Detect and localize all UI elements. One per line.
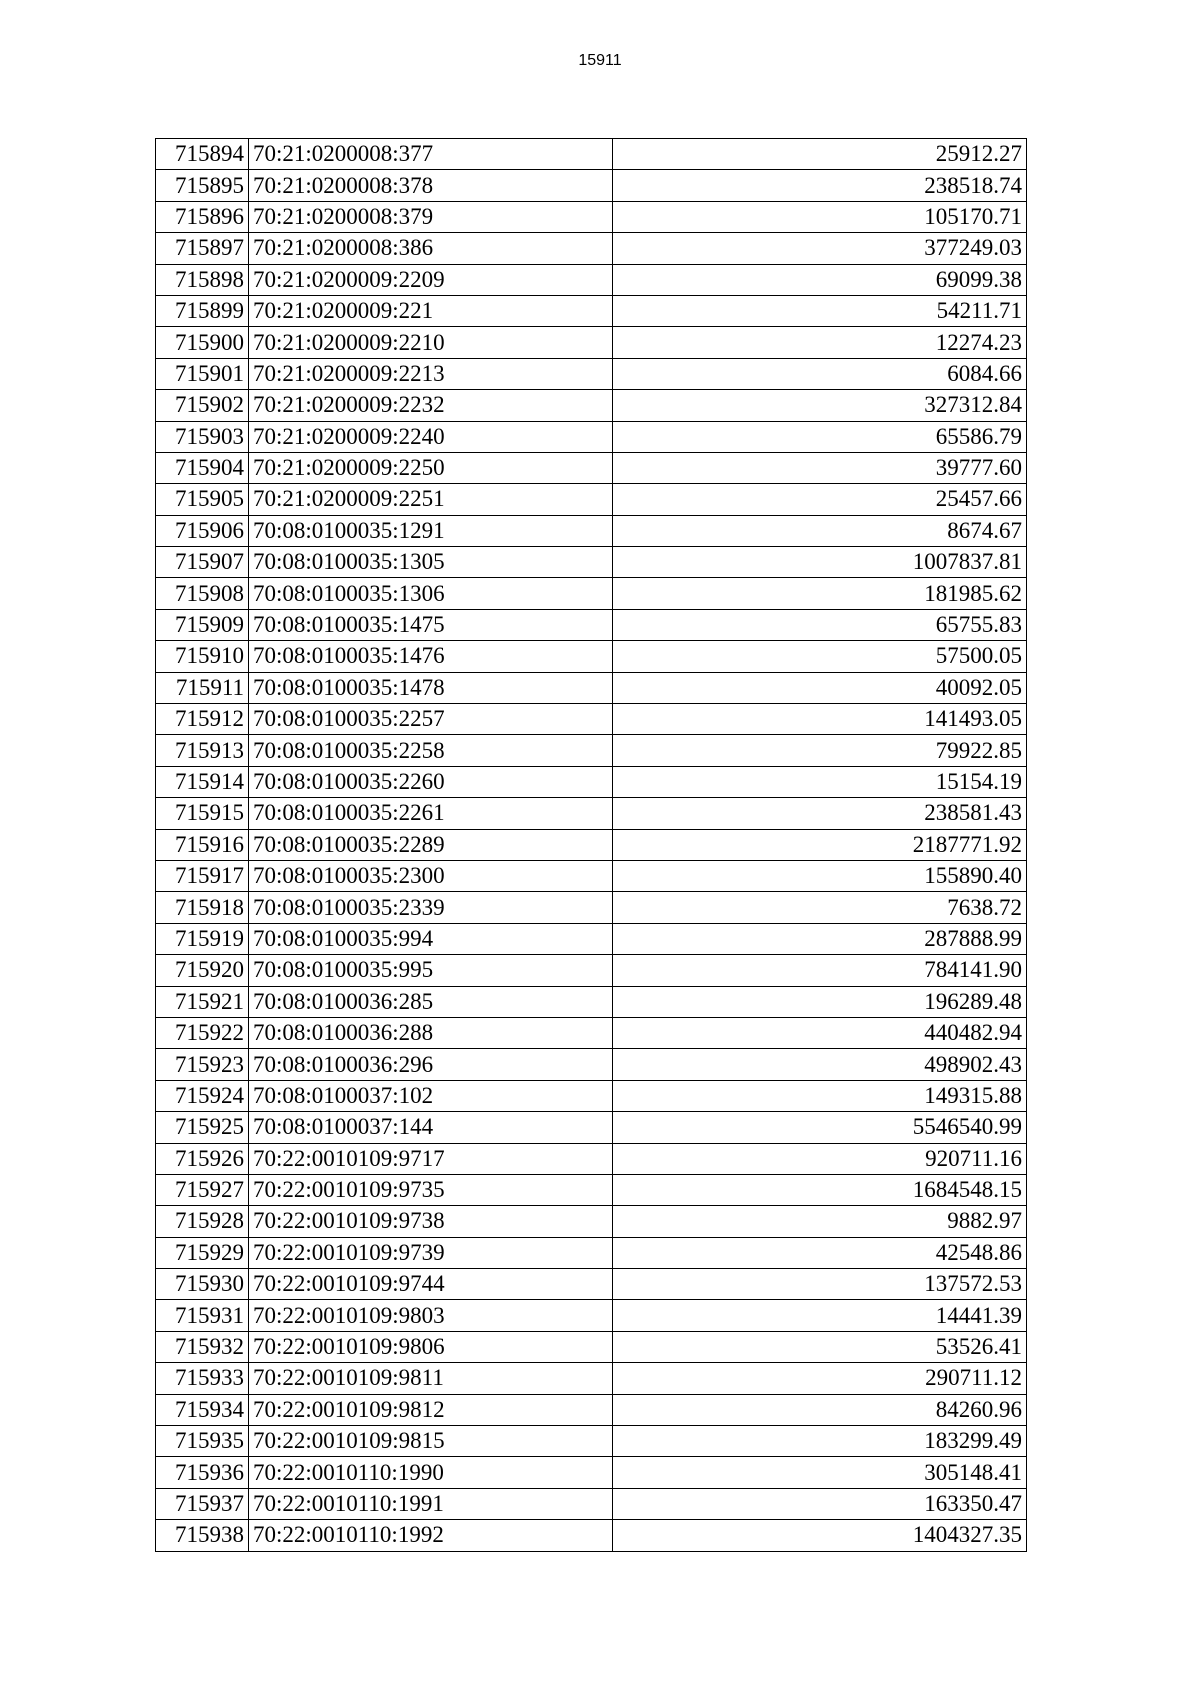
value-cell: 79922.85 bbox=[613, 735, 1027, 766]
value-cell: 84260.96 bbox=[613, 1394, 1027, 1425]
table-row bbox=[156, 1080, 1027, 1111]
cadastral-number-cell: 70:21:0200009:2240 bbox=[249, 421, 613, 452]
value-cell: 440482.94 bbox=[613, 1017, 1027, 1048]
row-number-cell: 715895 bbox=[156, 170, 249, 201]
row-number-cell: 715925 bbox=[156, 1112, 249, 1143]
value-cell: 327312.84 bbox=[613, 390, 1027, 421]
table-row bbox=[156, 641, 1027, 672]
table-row bbox=[156, 358, 1027, 389]
row-number-cell: 715938 bbox=[156, 1520, 249, 1551]
row-number-cell: 715901 bbox=[156, 358, 249, 389]
value-cell: 181985.62 bbox=[613, 578, 1027, 609]
value-cell: 6084.66 bbox=[613, 358, 1027, 389]
cadastral-number-cell: 70:21:0200009:2209 bbox=[249, 264, 613, 295]
row-number-cell: 715930 bbox=[156, 1269, 249, 1300]
row-number-cell: 715924 bbox=[156, 1080, 249, 1111]
table-row bbox=[156, 233, 1027, 264]
table-row bbox=[156, 1457, 1027, 1488]
cadastral-number-cell: 70:22:0010109:9735 bbox=[249, 1174, 613, 1205]
table-row bbox=[156, 421, 1027, 452]
value-cell: 57500.05 bbox=[613, 641, 1027, 672]
table-row bbox=[156, 955, 1027, 986]
table-row bbox=[156, 892, 1027, 923]
value-cell: 498902.43 bbox=[613, 1049, 1027, 1080]
cadastral-number-cell: 70:08:0100035:2339 bbox=[249, 892, 613, 923]
cadastral-number-cell: 70:08:0100035:2260 bbox=[249, 766, 613, 797]
cadastral-number-cell: 70:08:0100037:144 bbox=[249, 1112, 613, 1143]
value-cell: 40092.05 bbox=[613, 672, 1027, 703]
cadastral-number-cell: 70:22:0010109:9815 bbox=[249, 1426, 613, 1457]
cadastral-number-cell: 70:22:0010109:9738 bbox=[249, 1206, 613, 1237]
row-number-cell: 715933 bbox=[156, 1363, 249, 1394]
value-cell: 8674.67 bbox=[613, 515, 1027, 546]
cadastral-number-cell: 70:22:0010109:9812 bbox=[249, 1394, 613, 1425]
value-cell: 54211.71 bbox=[613, 295, 1027, 326]
row-number-cell: 715935 bbox=[156, 1426, 249, 1457]
value-cell: 15154.19 bbox=[613, 766, 1027, 797]
value-cell: 65755.83 bbox=[613, 609, 1027, 640]
value-cell: 12274.23 bbox=[613, 327, 1027, 358]
table-row bbox=[156, 390, 1027, 421]
row-number-cell: 715897 bbox=[156, 233, 249, 264]
value-cell: 784141.90 bbox=[613, 955, 1027, 986]
row-number-cell: 715913 bbox=[156, 735, 249, 766]
cadastral-number-cell: 70:21:0200009:2232 bbox=[249, 390, 613, 421]
row-number-cell: 715927 bbox=[156, 1174, 249, 1205]
table-row bbox=[156, 578, 1027, 609]
row-number-cell: 715908 bbox=[156, 578, 249, 609]
value-cell: 238581.43 bbox=[613, 798, 1027, 829]
table-row bbox=[156, 829, 1027, 860]
cadastral-number-cell: 70:22:0010110:1990 bbox=[249, 1457, 613, 1488]
table-row bbox=[156, 1363, 1027, 1394]
row-number-cell: 715904 bbox=[156, 452, 249, 483]
value-cell: 53526.41 bbox=[613, 1331, 1027, 1362]
row-number-cell: 715907 bbox=[156, 547, 249, 578]
value-cell: 137572.53 bbox=[613, 1269, 1027, 1300]
table-row bbox=[156, 1426, 1027, 1457]
value-cell: 141493.05 bbox=[613, 704, 1027, 735]
row-number-cell: 715903 bbox=[156, 421, 249, 452]
table-row bbox=[156, 1017, 1027, 1048]
table-row bbox=[156, 1049, 1027, 1080]
table-row bbox=[156, 1174, 1027, 1205]
row-number-cell: 715918 bbox=[156, 892, 249, 923]
cadastral-number-cell: 70:22:0010109:9744 bbox=[249, 1269, 613, 1300]
value-cell: 305148.41 bbox=[613, 1457, 1027, 1488]
cadastral-number-cell: 70:21:0200009:2250 bbox=[249, 452, 613, 483]
cadastral-number-cell: 70:22:0010110:1991 bbox=[249, 1488, 613, 1519]
cadastral-number-cell: 70:21:0200008:379 bbox=[249, 201, 613, 232]
cadastral-number-cell: 70:08:0100035:994 bbox=[249, 923, 613, 954]
registry-table bbox=[155, 138, 1027, 1552]
cadastral-number-cell: 70:08:0100035:2258 bbox=[249, 735, 613, 766]
table-row bbox=[156, 1488, 1027, 1519]
cadastral-number-cell: 70:21:0200009:2210 bbox=[249, 327, 613, 358]
cadastral-number-cell: 70:08:0100035:1305 bbox=[249, 547, 613, 578]
row-number-cell: 715909 bbox=[156, 609, 249, 640]
value-cell: 25457.66 bbox=[613, 484, 1027, 515]
row-number-cell: 715917 bbox=[156, 860, 249, 891]
cadastral-number-cell: 70:08:0100035:995 bbox=[249, 955, 613, 986]
cadastral-number-cell: 70:22:0010109:9803 bbox=[249, 1300, 613, 1331]
row-number-cell: 715915 bbox=[156, 798, 249, 829]
table-row bbox=[156, 1206, 1027, 1237]
row-number-cell: 715905 bbox=[156, 484, 249, 515]
row-number-cell: 715920 bbox=[156, 955, 249, 986]
cadastral-number-cell: 70:08:0100035:2261 bbox=[249, 798, 613, 829]
value-cell: 14441.39 bbox=[613, 1300, 1027, 1331]
row-number-cell: 715929 bbox=[156, 1237, 249, 1268]
cadastral-number-cell: 70:08:0100035:1475 bbox=[249, 609, 613, 640]
cadastral-number-cell: 70:08:0100035:2300 bbox=[249, 860, 613, 891]
cadastral-number-cell: 70:22:0010109:9811 bbox=[249, 1363, 613, 1394]
cadastral-number-cell: 70:22:0010110:1992 bbox=[249, 1520, 613, 1551]
row-number-cell: 715914 bbox=[156, 766, 249, 797]
row-number-cell: 715934 bbox=[156, 1394, 249, 1425]
value-cell: 238518.74 bbox=[613, 170, 1027, 201]
row-number-cell: 715916 bbox=[156, 829, 249, 860]
table-row bbox=[156, 923, 1027, 954]
row-number-cell: 715894 bbox=[156, 139, 249, 170]
cadastral-number-cell: 70:08:0100037:102 bbox=[249, 1080, 613, 1111]
value-cell: 183299.49 bbox=[613, 1426, 1027, 1457]
row-number-cell: 715910 bbox=[156, 641, 249, 672]
table-row bbox=[156, 798, 1027, 829]
table-row bbox=[156, 1143, 1027, 1174]
table-row bbox=[156, 766, 1027, 797]
row-number-cell: 715906 bbox=[156, 515, 249, 546]
cadastral-number-cell: 70:08:0100035:1291 bbox=[249, 515, 613, 546]
cadastral-number-cell: 70:08:0100036:288 bbox=[249, 1017, 613, 1048]
row-number-cell: 715928 bbox=[156, 1206, 249, 1237]
cadastral-number-cell: 70:21:0200009:2251 bbox=[249, 484, 613, 515]
page-number: 15911 bbox=[578, 52, 622, 69]
row-number-cell: 715931 bbox=[156, 1300, 249, 1331]
table-row bbox=[156, 484, 1027, 515]
table-row bbox=[156, 609, 1027, 640]
cadastral-number-cell: 70:08:0100036:296 bbox=[249, 1049, 613, 1080]
table-row bbox=[156, 452, 1027, 483]
value-cell: 196289.48 bbox=[613, 986, 1027, 1017]
row-number-cell: 715921 bbox=[156, 986, 249, 1017]
value-cell: 39777.60 bbox=[613, 452, 1027, 483]
row-number-cell: 715902 bbox=[156, 390, 249, 421]
value-cell: 105170.71 bbox=[613, 201, 1027, 232]
value-cell: 155890.40 bbox=[613, 860, 1027, 891]
table-row bbox=[156, 672, 1027, 703]
registry-table-body bbox=[156, 139, 1027, 1552]
value-cell: 1684548.15 bbox=[613, 1174, 1027, 1205]
cadastral-number-cell: 70:08:0100035:1306 bbox=[249, 578, 613, 609]
table-row bbox=[156, 1112, 1027, 1143]
value-cell: 377249.03 bbox=[613, 233, 1027, 264]
row-number-cell: 715922 bbox=[156, 1017, 249, 1048]
cadastral-number-cell: 70:22:0010109:9806 bbox=[249, 1331, 613, 1362]
value-cell: 2187771.92 bbox=[613, 829, 1027, 860]
table-row bbox=[156, 735, 1027, 766]
value-cell: 69099.38 bbox=[613, 264, 1027, 295]
value-cell: 1404327.35 bbox=[613, 1520, 1027, 1551]
row-number-cell: 715919 bbox=[156, 923, 249, 954]
cadastral-number-cell: 70:08:0100035:1478 bbox=[249, 672, 613, 703]
cadastral-number-cell: 70:08:0100035:2289 bbox=[249, 829, 613, 860]
value-cell: 25912.27 bbox=[613, 139, 1027, 170]
table-row bbox=[156, 1237, 1027, 1268]
row-number-cell: 715923 bbox=[156, 1049, 249, 1080]
table-row bbox=[156, 1394, 1027, 1425]
row-number-cell: 715937 bbox=[156, 1488, 249, 1519]
table-row bbox=[156, 327, 1027, 358]
value-cell: 163350.47 bbox=[613, 1488, 1027, 1519]
row-number-cell: 715911 bbox=[156, 672, 249, 703]
value-cell: 287888.99 bbox=[613, 923, 1027, 954]
table-row bbox=[156, 264, 1027, 295]
table-row bbox=[156, 1331, 1027, 1362]
cadastral-number-cell: 70:22:0010109:9717 bbox=[249, 1143, 613, 1174]
cadastral-number-cell: 70:08:0100035:1476 bbox=[249, 641, 613, 672]
cadastral-number-cell: 70:21:0200008:378 bbox=[249, 170, 613, 201]
value-cell: 149315.88 bbox=[613, 1080, 1027, 1111]
cadastral-number-cell: 70:21:0200009:221 bbox=[249, 295, 613, 326]
value-cell: 7638.72 bbox=[613, 892, 1027, 923]
cadastral-number-cell: 70:08:0100036:285 bbox=[249, 986, 613, 1017]
table-row bbox=[156, 139, 1027, 170]
table-row bbox=[156, 986, 1027, 1017]
value-cell: 42548.86 bbox=[613, 1237, 1027, 1268]
row-number-cell: 715912 bbox=[156, 704, 249, 735]
value-cell: 5546540.99 bbox=[613, 1112, 1027, 1143]
cadastral-number-cell: 70:08:0100035:2257 bbox=[249, 704, 613, 735]
cadastral-number-cell: 70:21:0200008:377 bbox=[249, 139, 613, 170]
table-row bbox=[156, 547, 1027, 578]
value-cell: 9882.97 bbox=[613, 1206, 1027, 1237]
cadastral-number-cell: 70:21:0200009:2213 bbox=[249, 358, 613, 389]
table-row bbox=[156, 170, 1027, 201]
row-number-cell: 715896 bbox=[156, 201, 249, 232]
row-number-cell: 715926 bbox=[156, 1143, 249, 1174]
row-number-cell: 715932 bbox=[156, 1331, 249, 1362]
row-number-cell: 715898 bbox=[156, 264, 249, 295]
value-cell: 1007837.81 bbox=[613, 547, 1027, 578]
table-row bbox=[156, 1300, 1027, 1331]
value-cell: 920711.16 bbox=[613, 1143, 1027, 1174]
table-row bbox=[156, 1520, 1027, 1551]
table-row bbox=[156, 1269, 1027, 1300]
cadastral-number-cell: 70:21:0200008:386 bbox=[249, 233, 613, 264]
table-row bbox=[156, 515, 1027, 546]
table-row bbox=[156, 201, 1027, 232]
value-cell: 65586.79 bbox=[613, 421, 1027, 452]
table-row bbox=[156, 704, 1027, 735]
row-number-cell: 715936 bbox=[156, 1457, 249, 1488]
table-row bbox=[156, 860, 1027, 891]
row-number-cell: 715899 bbox=[156, 295, 249, 326]
row-number-cell: 715900 bbox=[156, 327, 249, 358]
table-row bbox=[156, 295, 1027, 326]
value-cell: 290711.12 bbox=[613, 1363, 1027, 1394]
cadastral-number-cell: 70:22:0010109:9739 bbox=[249, 1237, 613, 1268]
